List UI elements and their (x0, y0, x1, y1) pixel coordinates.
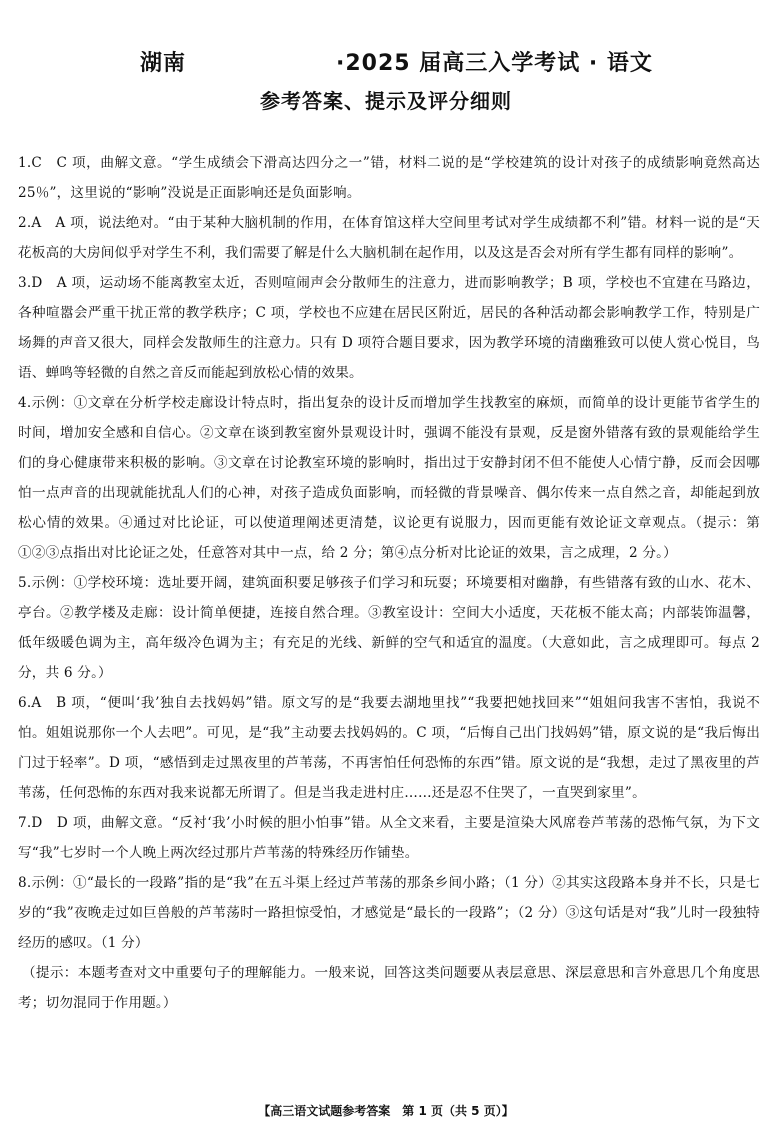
page-subtitle: 参考答案、提示及评分细则 (260, 89, 512, 113)
answer-item-8: 8.示例：①“最长的一段路”指的是“我”在五斗渠上经过芦苇荡的那条乡间小路；（1 分）②其实这段路本身并不长，只是七岁的“我”夜晚走过如巨兽般的芦苇荡时一路担惊受怕，才感觉是“最长的一段路”；（2 分）③这句话是对“我”儿时一段独特经历的感叹。（1 分） (18, 875, 760, 951)
answer-note: （提示：本题考查对文中重要句子的理解能力。一般来说，回答这类问题要从表层意思、深层意思和言外意思几个角度思考；切勿混同于作用题。） (18, 965, 760, 1011)
answer-item-3: 3.D A 项，运动场不能离教室太近，否则喧闹声会分散师生的注意力，进而影响教学；B 项，学校也不宜建在马路边，各种喧嚣会严重干扰正常的教学秩序；C 项，学校也不应建在居民区附近，居民的各种活动都会影响教学工作，特别是广场舞的声音又很大，同样会发散师生的注意力。只有 D 项符合题目要求，因为教学环境的清幽雅致可以使人赏心悦目，鸟语、蝉鸣等轻微的自然之音反而能起到放松心情的效果。 (18, 275, 760, 381)
answers-body (18, 148, 760, 1018)
answer-item-1: 1.C C 项，曲解文意。“学生成绩会下滑高达四分之一”错，材料二说的是“学校建筑的设计对孩子的成绩影响竟然高达 25％”，这里说的“影响”没说是正面影响还是负面影响。 (18, 155, 760, 201)
answer-item-6: 6.A B 项，“便叫‘我’独自去找妈妈”错。原文写的是“我要去湖地里找”“我要把她找回来”“姐姐问我害不害怕，我说不怕。姐姐说那你一个人去吧”。可见，是“我”主动要去找妈妈的。C 项，“后悔自己出门找妈妈”错，原文说的是“我后悔出门过于轻率”。D 项，“感悟到走过黑夜里的芦苇荡，不再害怕任何恐怖的东西”错。原文说的是“我想，走过了黑夜里的芦苇荡，任何恐怖的东西对我来说都无所谓了。但是当我走进村庄……还是忍不住哭了，一直哭到家里”。 (18, 695, 760, 801)
answer-item-5: 5.示例：①学校环境：选址要开阔，建筑面积要足够孩子们学习和玩耍；环境要相对幽静，有些错落有致的山水、花木、亭台。②教学楼及走廊：设计简单便捷，连接自然合理。③教室设计：空间大小适度，天花板不能太高；内部装饰温馨，低年级暖色调为主，高年级冷色调为主；有充足的光线、新鲜的空气和适宜的温度。（大意如此，言之成理即可。每点 2 分，共 6 分。） (18, 575, 760, 681)
answer-item-7: 7.D D 项，曲解文意。“反衬‘我’小时候的胆小怕事”错。从全文来看，主要是渲染大风席卷芦苇荡的恐怖气氛，为下文写“我”七岁时一个人晚上两次经过那片芦苇荡的特殊经历作铺垫。 (18, 815, 760, 861)
answer-item-2: 2.A A 项，说法绝对。“由于某种大脑机制的作用，在体育馆这样大空间里考试对学生成绩都不利”错。材料一说的是“天花板高的大房间似乎对学生不利，我们需要了解是什么大脑机制在起作用，以及这是否会对所有学生都有同样的影响”。 (18, 215, 760, 261)
exam-title-line (0, 44, 772, 80)
region-label: 湖南 (140, 51, 187, 76)
exam-title: ·2025 届高三入学考试 · 语文 (336, 51, 653, 76)
page-footer: 【高三语文试题参考答案 第 1 页（共 5 页）】 (258, 1104, 514, 1118)
answer-item-4: 4.示例：①文章在分析学校走廊设计特点时，指出复杂的设计反而增加学生找教室的麻烦，而简单的设计更能节省学生的时间，增加安全感和自信心。②文章在谈到教室窗外景观设计时，强调不能没有景观，反是窗外错落有致的景观能给学生们的身心健康带来积极的影响。③文章在讨论教室环境的影响时，指出过于安静封闭不但不能使人心情宁静，反而会因哪怕一点声音的出现就能扰乱人们的心神，对孩子造成负面影响，而轻微的背景噪音、偶尔传来一点自然之音，却能起到放松心情的效果。④通过对比论证，可以使道理阐述更清楚，议论更有说服力，因而更能有效论证文章观点。（提示：第①②③点指出对比论证之处，任意答对其中一点，给 2 分；第④点分析对比论证的效果，言之成理，2 分。） (18, 395, 760, 561)
